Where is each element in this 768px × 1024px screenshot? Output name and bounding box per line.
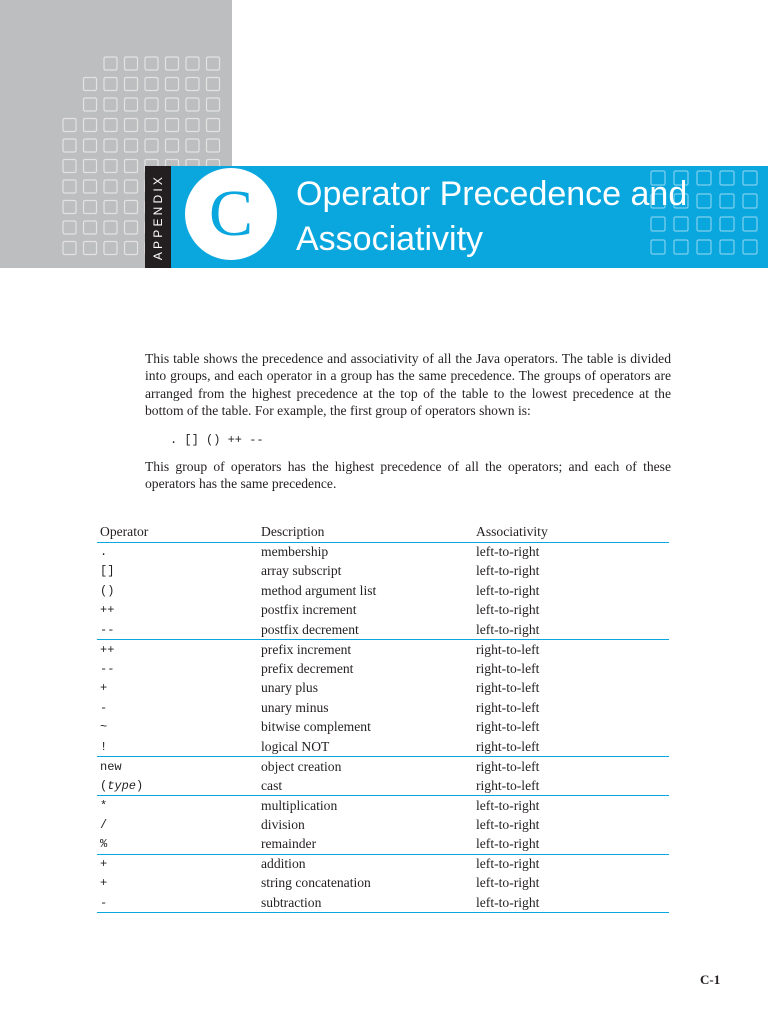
- associativity-cell: left-to-right: [476, 836, 540, 851]
- grid-square: [104, 221, 117, 234]
- example-operators: . [] () ++ --: [170, 433, 264, 447]
- cast-close-paren: ): [136, 778, 144, 793]
- associativity-cell: left-to-right: [476, 582, 540, 598]
- table-row: [97, 874, 669, 894]
- grid-square: [166, 119, 179, 132]
- grid-square: [63, 180, 76, 193]
- appendix-letter: C: [208, 177, 254, 250]
- grid-square: [84, 221, 97, 234]
- table-row: [97, 776, 669, 796]
- grid-square: [125, 242, 138, 255]
- grid-square: [104, 242, 117, 255]
- grid-square: [186, 98, 199, 111]
- appendix-letter-badge: [185, 168, 277, 260]
- intro-paragraph: This table shows the precedence and associativity of all the Java operators. The table is divided into groups, and each operator in a group has the same precedence. The groups of operators are arranged from the highest precedence at the top of the table to the lowest precedence at the bottom of the table. For example, the first group of operators shown is:: [145, 351, 671, 418]
- grid-square: [104, 160, 117, 173]
- associativity-cell: left-to-right: [476, 816, 540, 832]
- grid-square: [145, 139, 158, 152]
- grid-square: [125, 78, 138, 91]
- header-white-area: [232, 0, 768, 166]
- grid-square: [84, 160, 97, 173]
- description-cell: method argument list: [261, 582, 377, 598]
- description-cell: unary minus: [261, 699, 329, 715]
- grid-square: [125, 139, 138, 152]
- grid-square: [104, 78, 117, 91]
- grid-square: [743, 240, 757, 254]
- operator-cell: /: [100, 817, 108, 832]
- operator-cell: +: [97, 854, 258, 874]
- grid-square: [743, 171, 757, 185]
- table-row: [97, 796, 669, 816]
- grid-square: [166, 98, 179, 111]
- associativity-cell: left-to-right: [473, 796, 669, 816]
- title-line-2: Associativity: [296, 220, 484, 258]
- table-row: [97, 737, 669, 757]
- grid-square: [84, 201, 97, 214]
- description-cell: bitwise complement: [261, 719, 371, 735]
- grid-square: [186, 119, 199, 132]
- associativity-cell: left-to-right: [473, 893, 669, 913]
- cast-type-word: type: [107, 778, 137, 793]
- table-row: [97, 718, 669, 738]
- grid-square: [104, 119, 117, 132]
- header-operator: Operator: [97, 522, 258, 542]
- description-cell: postfix decrement: [261, 621, 359, 637]
- associativity-cell: left-to-right: [473, 854, 669, 874]
- operator-cell: ++: [97, 640, 258, 660]
- description-cell: array subscript: [261, 563, 342, 579]
- operator-cell: +: [100, 681, 108, 696]
- grid-square: [84, 98, 97, 111]
- description-cell: remainder: [261, 836, 317, 851]
- table-row: [97, 757, 669, 777]
- description-cell: multiplication: [258, 796, 473, 816]
- description-cell: prefix decrement: [261, 660, 354, 676]
- grid-square: [63, 201, 76, 214]
- cast-open-paren: (: [100, 778, 108, 793]
- grid-square: [145, 119, 158, 132]
- grid-square: [145, 57, 158, 70]
- description-cell: unary plus: [261, 680, 319, 696]
- grid-square: [186, 57, 199, 70]
- grid-square: [743, 217, 757, 231]
- grid-square: [743, 194, 757, 208]
- grid-square: [145, 98, 158, 111]
- operator-cell: []: [100, 564, 115, 579]
- grid-square: [84, 180, 97, 193]
- associativity-cell: left-to-right: [476, 602, 540, 618]
- grid-square: [207, 139, 220, 152]
- header-associativity: Associativity: [473, 522, 669, 542]
- grid-square: [104, 98, 117, 111]
- operator-cell: +: [100, 876, 108, 891]
- grid-square: [63, 242, 76, 255]
- operator-cell: *: [97, 796, 258, 816]
- table-row: [97, 835, 669, 855]
- description-cell: cast: [261, 777, 283, 793]
- table-row: [97, 854, 669, 874]
- grid-square: [186, 78, 199, 91]
- page-title: [296, 172, 736, 262]
- associativity-cell: right-to-left: [476, 660, 540, 676]
- header-description: Description: [258, 522, 473, 542]
- associativity-cell: left-to-right: [476, 544, 540, 559]
- grid-square: [125, 57, 138, 70]
- associativity-cell: left-to-right: [476, 875, 540, 891]
- grid-square: [84, 139, 97, 152]
- associativity-cell: right-to-left: [476, 777, 540, 793]
- grid-square: [63, 221, 76, 234]
- operator-cell: (): [100, 583, 115, 598]
- outro-paragraph: This group of operators has the highest precedence of all the operators; and each of these operators has the same precedence.: [145, 459, 671, 492]
- associativity-cell: right-to-left: [476, 719, 540, 735]
- grid-square: [186, 139, 199, 152]
- table-row: [97, 893, 669, 913]
- grid-square: [207, 98, 220, 111]
- operator-cell: -: [97, 893, 258, 913]
- operator-cell: -: [100, 700, 108, 715]
- grid-square: [63, 139, 76, 152]
- operator-table: [97, 522, 669, 913]
- associativity-cell: right-to-left: [473, 757, 669, 777]
- grid-square: [63, 160, 76, 173]
- operator-cell: ++: [100, 603, 115, 618]
- table-row: [97, 562, 669, 582]
- grid-square: [84, 242, 97, 255]
- grid-square: [207, 57, 220, 70]
- associativity-cell: left-to-right: [476, 563, 540, 579]
- grid-square: [207, 78, 220, 91]
- grid-square: [125, 201, 138, 214]
- operator-cell: %: [100, 837, 108, 851]
- table-row: [97, 581, 669, 601]
- grid-square: [104, 57, 117, 70]
- grid-square: [104, 201, 117, 214]
- description-cell: logical NOT: [261, 738, 330, 754]
- grid-square: [125, 98, 138, 111]
- grid-square: [166, 57, 179, 70]
- description-cell: division: [261, 816, 305, 832]
- description-cell: string concatenation: [261, 875, 371, 891]
- grid-square: [166, 139, 179, 152]
- associativity-cell: right-to-left: [476, 680, 540, 696]
- associativity-cell: right-to-left: [476, 699, 540, 715]
- table-row: [97, 542, 669, 562]
- page-number: C-1: [700, 972, 721, 987]
- description-cell: addition: [258, 854, 473, 874]
- grid-square: [84, 119, 97, 132]
- appendix-label: APPENDIX: [151, 173, 165, 261]
- grid-square: [125, 160, 138, 173]
- description-cell: object creation: [258, 757, 473, 777]
- table-row: [97, 620, 669, 640]
- grid-square: [63, 119, 76, 132]
- table-row: [97, 679, 669, 699]
- associativity-cell: right-to-left: [473, 640, 669, 660]
- description-cell: membership: [261, 544, 329, 559]
- operator-cell: ~: [100, 720, 108, 735]
- grid-square: [207, 119, 220, 132]
- operator-cell: --: [100, 622, 115, 637]
- grid-square: [145, 78, 158, 91]
- operator-cell: new: [97, 757, 258, 777]
- grid-square: [104, 139, 117, 152]
- description-cell: postfix increment: [261, 602, 357, 618]
- table-row: [97, 601, 669, 621]
- grid-square: [104, 180, 117, 193]
- table-row: [97, 640, 669, 660]
- operator-cell: [97, 776, 258, 796]
- table-row: [97, 815, 669, 835]
- grid-square: [84, 78, 97, 91]
- table-row: [97, 659, 669, 679]
- description-cell: prefix increment: [258, 640, 473, 660]
- associativity-cell: left-to-right: [476, 621, 540, 637]
- title-line-1: Operator Precedence and: [296, 175, 688, 213]
- operator-cell: !: [100, 739, 108, 754]
- grid-square: [125, 180, 138, 193]
- associativity-cell: right-to-left: [476, 738, 540, 754]
- table-row: [97, 698, 669, 718]
- grid-square: [125, 221, 138, 234]
- operator-cell: --: [100, 661, 115, 676]
- table-header-row: [97, 522, 669, 542]
- description-cell: subtraction: [258, 893, 473, 913]
- operator-cell: .: [100, 545, 108, 559]
- grid-square: [166, 78, 179, 91]
- grid-square: [125, 119, 138, 132]
